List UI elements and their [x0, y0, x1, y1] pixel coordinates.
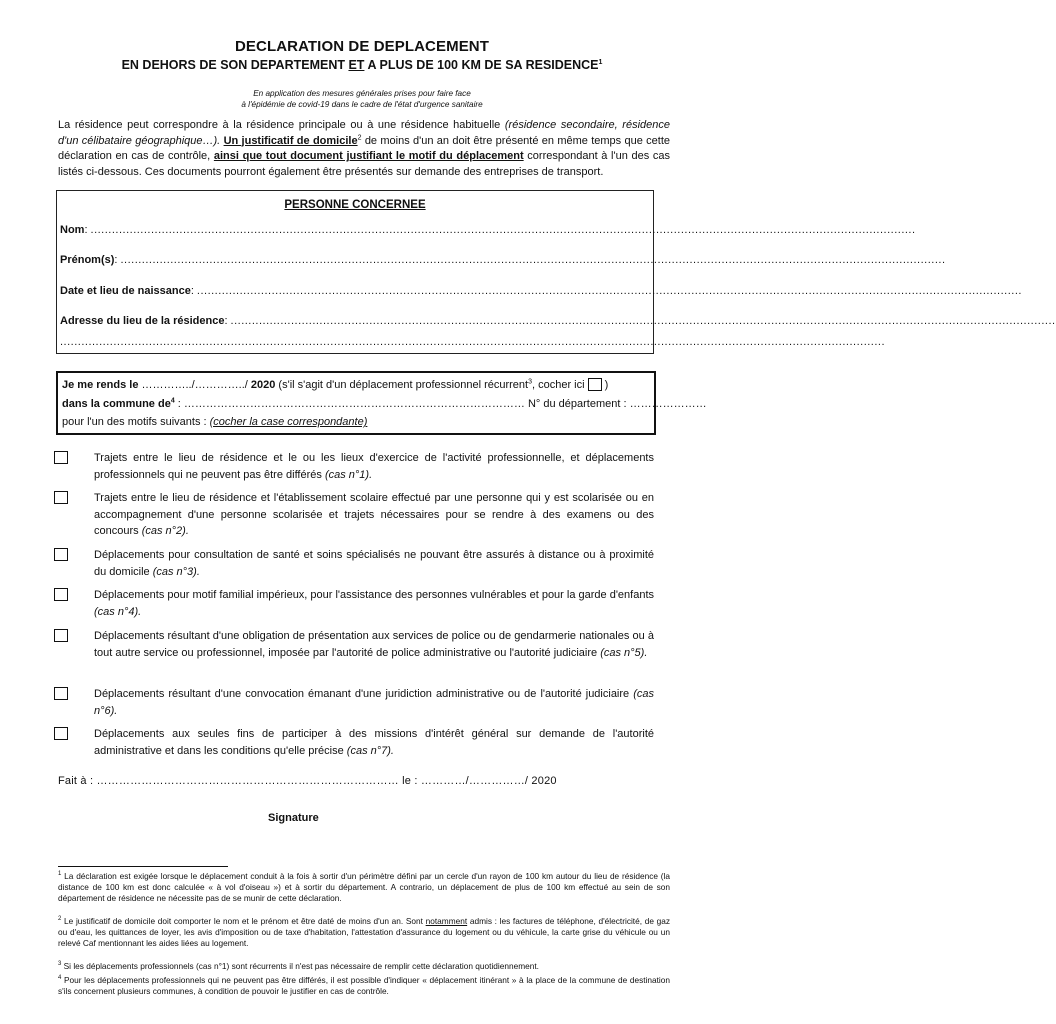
date-input[interactable]: …………../…………../ — [138, 379, 251, 391]
motif-item-5 — [54, 628, 654, 661]
adresse-input-line-2[interactable]: ........................................................................................................................................................................................................................................ — [60, 336, 886, 348]
adresse-field-line-2[interactable] — [60, 336, 886, 348]
intro-text-italic: (résidence secondaire, résidence d'un célibataire géographique…). — [58, 119, 670, 147]
document-subtitle-heading — [0, 58, 724, 72]
motifs-hint: (cocher la case correspondante) — [209, 416, 368, 428]
trip-section — [56, 371, 707, 435]
fait-a-line[interactable]: Fait à : ……………………………………………………………………… le : …………/……………/ 2020 — [58, 775, 557, 787]
trip-motifs-line — [62, 416, 367, 428]
motif-text: Déplacements aux seules fins de participer à des missions d'intérêt général sur demande de l'autorité administrative et dans les conditions qu'elle précise — [94, 728, 654, 757]
title-part-b: A PLUS DE 100 KM DE SA RESIDENCE — [364, 58, 599, 72]
motif-checkbox-7[interactable] — [54, 727, 68, 740]
motif-item-6 — [54, 686, 654, 719]
document-title: DECLARATION DE DEPLACEMENT — [235, 38, 489, 55]
footnote-ref-2: 2 — [357, 133, 362, 141]
naissance-label: Date et lieu de naissance — [60, 285, 191, 297]
footnote-text-b: admis : les factures de téléphone, d'électricité, de gaz ou d'eau, les quittances de loyer, les avis d'imposition ou de taxe d'habitation, l'attestation d'assurance du logement ou du véhicule, la carte grise du véhicule ou un relevé Caf mentionnant les aides liées au logement. — [58, 916, 671, 949]
field-sep: : — [84, 224, 88, 236]
naissance-input-line[interactable]: ........................................................................................................................................................................................................................................ — [196, 285, 1022, 297]
motif-item-3 — [54, 547, 654, 580]
motif-case: (cas n°7). — [346, 744, 394, 757]
intro-justificatif: Un justificatif de domicile — [223, 134, 358, 147]
motif-item-4 — [54, 587, 654, 620]
recurrent-close: ) — [604, 379, 609, 391]
motif-checkbox-5[interactable] — [54, 629, 68, 642]
adresse-label: Adresse du lieu de la résidence — [60, 315, 225, 327]
field-sep: : — [114, 254, 118, 266]
motif-case: (cas n°2). — [141, 525, 189, 537]
field-sep: : — [224, 315, 228, 327]
naissance-field[interactable] — [60, 285, 1022, 297]
motif-item-2 — [54, 490, 654, 540]
footnote-3 — [58, 961, 670, 972]
nom-label: Nom — [60, 224, 85, 236]
trip-commune-line — [62, 398, 707, 410]
signature-label: Signature — [268, 812, 319, 824]
year-label: 2020 — [250, 379, 276, 391]
adresse-field[interactable] — [60, 315, 1056, 327]
trip-date-line — [62, 378, 608, 391]
nom-input-line[interactable]: ........................................................................................................................................................................................................................................ — [90, 224, 916, 236]
commune-label: dans la commune de — [62, 398, 171, 410]
motif-checkbox-2[interactable] — [54, 491, 68, 504]
prenom-field[interactable] — [60, 254, 946, 266]
title-part-et: ET — [348, 58, 365, 72]
footnote-text: La déclaration est exigée lorsque le déplacement conduit à la fois à sortir d'un périmètre défini par un cercle d'un rayon de 100 km autour du lieu de résidence (la distance de 100 km est donc calculée « à vol d'oiseau ») et à sortir du département. A contrario, un déplacement de plus de 100 km effectué au sein de son département de résidence ne nécessite pas de se munir de cette déclaration. — [58, 871, 670, 904]
adresse-input-line[interactable]: ........................................................................................................................................................................................................................................ — [230, 315, 1056, 327]
motif-text: Déplacements pour motif familial impérieux, pour l'assistance des personnes vulnérables et pour la garde d'enfants — [94, 589, 655, 601]
motif-text: Trajets entre le lieu de résidence et l'établissement scolaire effectué par une personne qui y est scolarisée ou en accompagnement d'une personne scolarisée et trajets nécessaires pour se rendre à des examens ou des concours — [94, 492, 654, 537]
footnote-text: Le justificatif de domicile doit comporter le nom et le prénom et être daté de moins d'un an. Sont — [61, 916, 426, 926]
intro-text-1: La résidence peut correspondre à la résidence principale ou à une résidence habituelle — [58, 119, 505, 131]
footnote-text: Si les déplacements professionnels (cas n°1) sont récurrents il n'est pas nécessaire de remplir cette déclaration quotidiennement. — [61, 961, 539, 971]
motif-case: (cas n°6). — [94, 688, 654, 717]
commune-input[interactable]: : ………………………………………………………………………………… — [174, 398, 525, 410]
intro-document-motif: ainsi que tout document justifiant le motif du déplacement — [213, 150, 524, 162]
motif-checkbox-4[interactable] — [54, 588, 68, 601]
motifs-intro: pour l'un des motifs suivants : — [62, 416, 210, 428]
motif-case: (cas n°4). — [94, 605, 142, 618]
motif-checkbox-1[interactable] — [54, 451, 68, 464]
prenom-input-line[interactable]: ........................................................................................................................................................................................................................................ — [120, 254, 946, 266]
footnote-2 — [58, 916, 670, 950]
nom-field[interactable] — [60, 224, 916, 236]
footnote-ref-4: 4 — [170, 397, 175, 405]
footnote-number: 1 — [58, 871, 62, 878]
motif-text: Déplacements pour consultation de santé et soins spécialisés ne pouvant être assurés à distance ou à proximité du domicile — [94, 549, 654, 578]
field-sep: : — [190, 285, 194, 297]
motif-item-7 — [54, 726, 654, 759]
person-heading: PERSONNE CONCERNEE — [284, 199, 426, 211]
motif-text: Trajets entre le lieu de résidence et le ou les lieux d'exercice de l'activité professionnelle, et déplacements professionnels qui ne peuvent pas être différés — [94, 452, 654, 481]
motif-item-1 — [54, 450, 654, 483]
footnote-number: 2 — [58, 916, 62, 923]
title-part-a: EN DEHORS DE SON DEPARTEMENT — [121, 58, 349, 72]
recurrent-text-b: , cocher ici — [532, 379, 585, 391]
footnote-ref-1: 1 — [598, 58, 603, 66]
intro-text-5: correspondant à l'un des cas listés ci-dessous. Ces documents pourront également être présentés sur demande des entreprises de transport. — [58, 150, 670, 178]
rends-label: Je me rends le — [62, 379, 139, 391]
motif-case: (cas n°1). — [324, 468, 373, 481]
motif-case: (cas n°3). — [152, 565, 200, 578]
footnote-ref-3: 3 — [528, 378, 532, 386]
person-section — [56, 190, 1056, 354]
departement-input[interactable]: N° du département : ………………… — [524, 398, 707, 410]
footnote-separator — [58, 866, 228, 867]
footnote-number: 4 — [58, 975, 62, 982]
motif-text: Déplacements résultant d'une convocation émanant d'une juridiction administrative ou de l'autorité judiciaire — [94, 688, 634, 700]
footnote-text: Pour les déplacements professionnels qui ne peuvent pas être différés, il est possible d'indiquer « déplacement itinérant » à la place de la commune de destination s'ils concernent plusieurs communes, à condition de pouvoir le justifier en cas de contrôle. — [58, 975, 670, 997]
motif-text: Déplacements résultant d'une obligation de présentation aux services de police ou de gendarmerie nationales ou à tout autre service ou professionnel, imposée par l'autorité de police administrative ou l'autorité judiciaire — [94, 630, 654, 659]
motif-checkbox-6[interactable] — [54, 687, 68, 700]
footnote-underline: notamment — [425, 916, 468, 926]
footnote-number: 3 — [58, 961, 62, 968]
motif-case: (cas n°5). — [600, 646, 648, 659]
motif-checkbox-3[interactable] — [54, 548, 68, 561]
footnote-4 — [58, 975, 670, 997]
footnote-1 — [58, 871, 670, 905]
subtitle-line-2: à l'épidémie de covid-19 dans le cadre de l'état d'urgence sanitaire — [241, 100, 483, 109]
subtitle-line-1: En application des mesures générales prises pour faire face — [253, 89, 471, 98]
intro-text-3: de moins d'un an doit être présenté en même temps que cette déclaration en cas de contrôle, — [58, 134, 671, 162]
legal-subtitle — [0, 88, 724, 110]
intro-paragraph — [58, 118, 670, 180]
recurrent-checkbox[interactable] — [588, 378, 602, 391]
recurrent-text: (s'il s'agit d'un déplacement professionnel récurrent — [275, 379, 529, 391]
prenom-label: Prénom(s) — [60, 254, 115, 266]
